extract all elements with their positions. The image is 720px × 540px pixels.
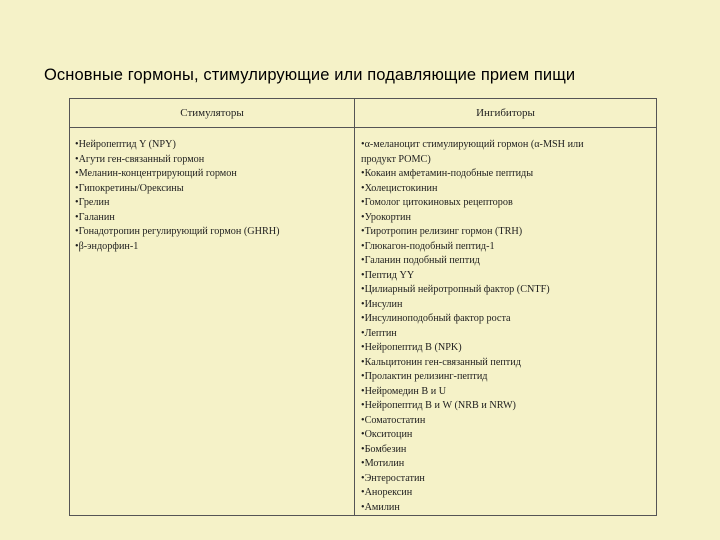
page-title: Основные гормоны, стимулирующие или подавляющие прием пищи bbox=[44, 66, 576, 84]
stimulators-list bbox=[75, 138, 354, 254]
inhibitors-cell bbox=[355, 128, 656, 515]
list-item: •Гомолог цитокиновых рецепторов bbox=[361, 197, 513, 208]
list-item: •α-меланоцит стимулирующий гормон (α-MSH или продукт POMC) bbox=[361, 139, 584, 165]
stimulators-header: Стимуляторы bbox=[70, 99, 355, 127]
list-item: •Тиротропин релизинг гормон (TRH) bbox=[361, 226, 523, 237]
list-item: •Цилиарный нейротропный фактор (CNTF) bbox=[361, 284, 550, 295]
list-item: •Холецистокинин bbox=[361, 182, 438, 194]
list-item: •Глюкагон-подобный пептид-1 bbox=[361, 240, 495, 252]
list-item: •Мотилин bbox=[361, 458, 405, 469]
list-item: •Галанин bbox=[75, 211, 115, 223]
list-item: •β-эндорфин-1 bbox=[75, 240, 139, 252]
table-header-row bbox=[70, 99, 656, 128]
list-item: •Бомбезин bbox=[361, 443, 407, 455]
list-item: •Анорексин bbox=[361, 487, 413, 498]
hormone-table bbox=[69, 98, 657, 516]
list-item: •Кокаин амфетамин-подобные пептиды bbox=[361, 168, 534, 179]
list-item: •Инсулин bbox=[361, 298, 403, 310]
list-item: •Меланин-концентрирующий гормон bbox=[75, 168, 237, 179]
stimulators-cell bbox=[70, 128, 355, 515]
list-item: •Амилин bbox=[361, 501, 400, 513]
table-body-row bbox=[70, 128, 656, 515]
list-item: •Нейропептид B и W (NRB и NRW) bbox=[361, 400, 516, 411]
list-item: •Нейропептид B (NPK) bbox=[361, 342, 462, 353]
inhibitors-list bbox=[361, 138, 656, 515]
list-item: •Галанин подобный пептид bbox=[361, 255, 480, 266]
list-item: •Нейромедин B и U bbox=[361, 385, 447, 397]
list-item: •Грелин bbox=[75, 197, 110, 208]
list-item: •Гонадотропин регулирующий гормон (GHRH) bbox=[75, 226, 280, 237]
list-item: •Кальцитонин ген-связанный пептид bbox=[361, 356, 521, 368]
list-item: •Урокортин bbox=[361, 211, 411, 223]
list-item: •Соматостатин bbox=[361, 414, 426, 426]
list-item: •Пептид YY bbox=[361, 269, 415, 281]
list-item: •Инсулиноподобный фактор роста bbox=[361, 313, 511, 324]
inhibitors-header: Ингибиторы bbox=[476, 107, 535, 119]
list-item: •Агути ген-связанный гормон bbox=[75, 153, 205, 165]
list-item: •Окситоцин bbox=[361, 429, 413, 440]
list-item: •Пролактин релизинг-пептид bbox=[361, 371, 488, 382]
list-item: •Энтеростатин bbox=[361, 472, 425, 484]
list-item: •Гипокретины/Орексины bbox=[75, 182, 184, 194]
list-item: •Нейропептид Y (NPY) bbox=[75, 139, 176, 150]
list-item: •Лептин bbox=[361, 327, 397, 339]
